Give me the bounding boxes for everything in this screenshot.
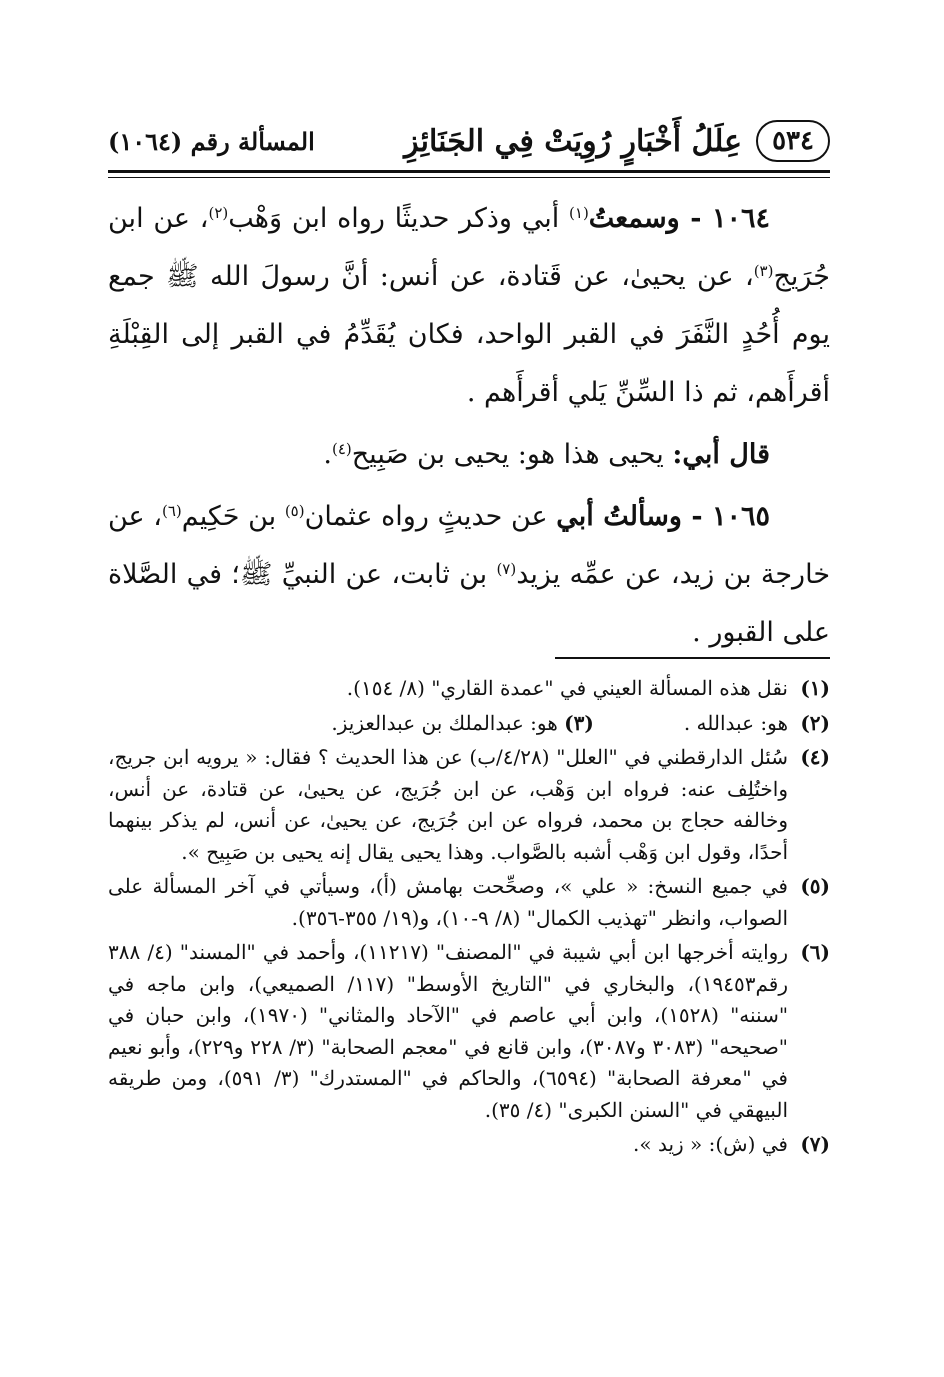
header-rule-thick (108, 170, 830, 173)
paragraph-text: بن حَكِيم (181, 501, 285, 532)
paragraph-text: عن حديثٍ رواه عثمان (304, 501, 557, 532)
footnote-text: في جميع النسخ: « علي »، وصحِّحت بهامش (أ)، وسيأتي في آخر المسألة على الصواب، وانظر "تهذيب الكمال" (٨/ ٩-١٠)، و(١٩/ ٣٥٥-٣٥٦). (108, 874, 788, 930)
paragraph-text: ، عن خارجة بن زيد، عن عمِّه يزيد (108, 501, 831, 590)
footnote-ref[interactable]: (٧) (496, 560, 517, 578)
footnote-text: روايته أخرجها ابن أبي شيبة في "المصنف" (١١٢١٧)، وأحمد في "المسند" (٤/ ٣٨٨ رقم١٩٤٥٣)، والبخاري في "التاريخ الأوسط" (١١٧/ الصميعي)، وابن ماجه في "سننه" (١٥٢٨)، وابن أبي عاصم في "الآحاد والمثاني" (١٩٧٠)، وابن حبان في "صحيحه" (٣٠٨٣ و٣٠٨٧)، وابن قانع في "معجم الصحابة" (٣/ ٢٢٨ و٢٢٩)، وأبو نعيم في "معرفة الصحابة" (٦٥٩٤)، والحاكم في "المستدرك" (٣/ ٥٩١)، ومن طريقه البيهقي في "السنن الكبرى" (٤/ ٣٥). (108, 940, 789, 1122)
footnote-ref[interactable]: (٤) (331, 440, 352, 458)
paragraph-text: أبي وذكر حديثًا رواه ابن وَهْب (228, 203, 570, 234)
footnote-marker: (٥) (800, 874, 830, 898)
footnote-1 (108, 673, 830, 705)
footnote-ref[interactable]: (٣) (753, 262, 774, 280)
paragraph-abi (108, 426, 830, 484)
issue-label: المسألة رقم (١٠٦٤) (108, 126, 315, 156)
footnote-6 (108, 937, 830, 1126)
footnote-marker: (٣) (564, 710, 594, 735)
footnote-ref[interactable]: (٢) (208, 204, 229, 222)
issue-number: ١٠٦٤ (711, 203, 770, 234)
paragraph-text: . (323, 439, 332, 470)
footnote-ref[interactable]: (١) (569, 204, 589, 222)
footnote-marker: (٦) (800, 940, 830, 964)
book-title: عِلَلُ أَخْبَارٍ رُوِيَتْ فِي الجَنَائِزِ (404, 123, 743, 159)
page-header (108, 118, 830, 164)
paragraph-text: يحيى هذا هو: يحيى بن صَبِيح (351, 439, 673, 470)
footnote-divider (555, 657, 830, 659)
paragraph-text: ، عن يحيىٰ، عن قَتادة، عن أنس: أنَّ رسولَ الله ﷺ جمع يوم أُحُدٍ النَّفَرَ في القبر الواحد، فكان يُقَدِّمُ في القبر إلى القِبْلَةِ أقرأَهم، ثم ذا السِّنِّ يَلي أقرأَهم . (108, 261, 830, 408)
lead-phrase: وسمعتُ (588, 203, 680, 234)
paragraph-text: بن ثابت، عن النبيِّ ﷺ؛ في الصَّلاة على القبور . (108, 559, 830, 648)
paragraph-1064: ١٠٦٤ - وسمعتُ$^{(١)}$ أبي وذكر حديثًا رواه ابن وَهْب$^{(٢)}$، عن ابن جُرَيج$^{(٣)}$، عن يحيىٰ، عن قَتادة، عن أنس: أنَّ رسولَ الله ﷺ جمع يوم أُحُدٍ النَّفَرَ في القبر الواحد، فكان يُقَدِّمُ في القبر إلى القِبْلَةِ أقرأَهم، ثم ذا السِّنِّ يَلي أقرأَهم . (108, 203, 830, 408)
footnote-7 (108, 1129, 830, 1161)
lead-phrase: قال أبي: (672, 439, 770, 470)
footnote-text: نقل هذه المسألة العيني في "عمدة القاري" (٨/ ١٥٤). (346, 676, 788, 700)
paragraph-text: ، عن ابن جُرَيج (108, 203, 830, 292)
footnote-text: هو: عبدالله .(٣) هو: عبدالملك بن عبدالعزيز. (331, 710, 788, 735)
issue-number: ١٠٦٥ (711, 501, 770, 532)
footnote-marker: (١) (800, 676, 830, 700)
footnote-ref[interactable]: (٦) (162, 502, 182, 520)
paragraph-1065: ١٠٦٥ - وسألتُ أبي عن حديثٍ رواه عثمان$^{(٥)}$ بن حَكِيم$^{(٦)}$، عن خارجة بن زيد، عن عمِّه يزيد$^{(٧)}$ بن ثابت، عن النبيِّ ﷺ؛ في الصَّلاة على القبور . (108, 501, 831, 648)
footnote-marker: (٢) (800, 710, 830, 735)
footnote-marker: (٧) (800, 1132, 830, 1156)
footnote-text: في (ش): « زيد ». (633, 1132, 788, 1156)
footnote-marker: (٤) (800, 745, 830, 769)
footnote-2-3 (108, 708, 830, 740)
header-right-group (404, 120, 830, 162)
header-rule-thin (108, 177, 830, 178)
lead-phrase: وسألتُ أبي (556, 501, 682, 532)
footnotes (108, 673, 830, 1164)
footnote-4 (108, 742, 830, 868)
footnote-ref[interactable]: (٥) (284, 502, 305, 520)
footnote-5 (108, 871, 830, 934)
main-text (108, 190, 830, 662)
footnote-text: سُئل الدارقطني في "العلل" (٤/٢٨/ب) عن هذا الحديث ؟ فقال: « يرويه ابن جريج، واختُلِف عنه: فرواه ابن وَهْب، عن ابن جُرَيج، عن يحيىٰ، عن قتادة، عن أنس، وخالفه حجاج بن محمد، فرواه عن ابن جُرَيج، عن يحيىٰ، عن أنس، لم يذكر بينهما أحدًا، وقول ابن وَهْب أشبه بالصَّواب. وهذا يحيى يقال إنه يحيى بن صَبِيح ». (108, 745, 789, 864)
page-number: ٥٣٤ (756, 120, 830, 162)
